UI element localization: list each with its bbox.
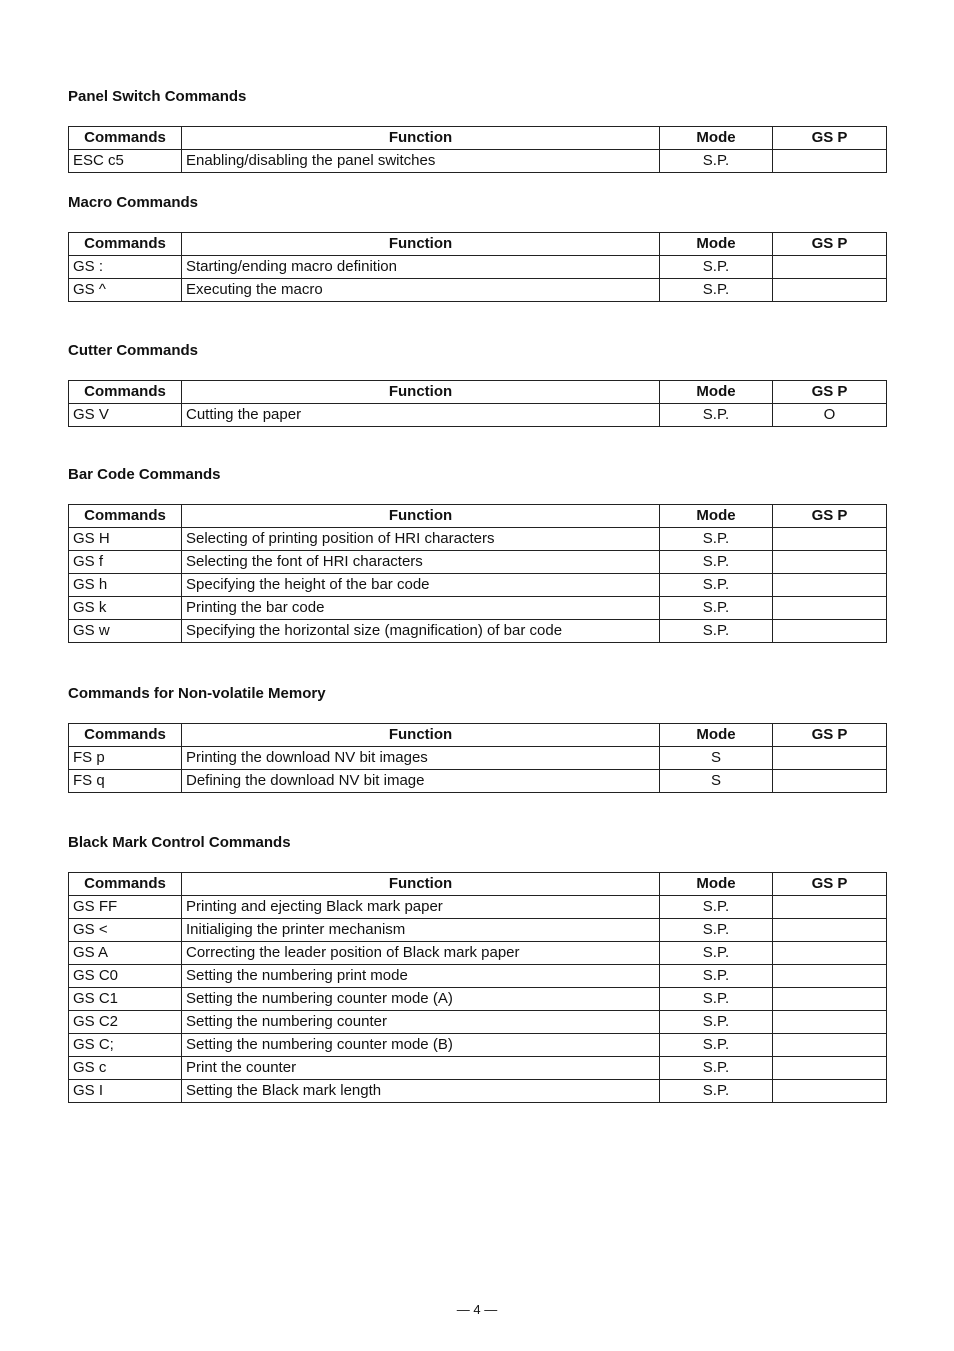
table-header-row xyxy=(69,505,887,528)
table-row xyxy=(69,1011,887,1034)
column-header-mode: Mode xyxy=(660,381,773,404)
column-header-function: Function xyxy=(182,127,660,150)
command-cell: GS f xyxy=(69,551,182,574)
section-title: Cutter Commands xyxy=(68,342,199,359)
command-section xyxy=(68,341,886,427)
gsp-cell xyxy=(773,256,887,279)
section-title: Panel Switch Commands xyxy=(68,88,247,105)
command-table xyxy=(68,872,887,1103)
table-row xyxy=(69,528,887,551)
gsp-cell xyxy=(773,279,887,302)
column-header-gsp: GS P xyxy=(773,381,887,404)
function-cell: Setting the numbering print mode xyxy=(182,965,660,988)
gsp-cell xyxy=(773,770,887,793)
mode-cell: S.P. xyxy=(660,1011,773,1034)
mode-cell: S.P. xyxy=(660,150,773,173)
column-header-function: Function xyxy=(182,724,660,747)
function-cell: Selecting of printing position of HRI characters xyxy=(182,528,660,551)
command-cell: GS ^ xyxy=(69,279,182,302)
table-row xyxy=(69,1057,887,1080)
command-section xyxy=(68,87,886,173)
table-row xyxy=(69,150,887,173)
command-cell: GS : xyxy=(69,256,182,279)
function-cell: Specifying the height of the bar code xyxy=(182,574,660,597)
column-header-mode: Mode xyxy=(660,127,773,150)
mode-cell: S.P. xyxy=(660,1034,773,1057)
function-cell: Setting the numbering counter mode (B) xyxy=(182,1034,660,1057)
column-header-mode: Mode xyxy=(660,873,773,896)
function-cell: Specifying the horizontal size (magnification) of bar code xyxy=(182,620,660,643)
column-header-mode: Mode xyxy=(660,505,773,528)
mode-cell: S.P. xyxy=(660,965,773,988)
function-cell: Starting/ending macro definition xyxy=(182,256,660,279)
command-cell: GS C1 xyxy=(69,988,182,1011)
gsp-cell xyxy=(773,919,887,942)
gsp-cell xyxy=(773,747,887,770)
gsp-cell xyxy=(773,597,887,620)
column-header-gsp: GS P xyxy=(773,724,887,747)
mode-cell: S xyxy=(660,747,773,770)
table-row xyxy=(69,597,887,620)
command-table xyxy=(68,126,887,173)
mode-cell: S.P. xyxy=(660,528,773,551)
command-cell: GS h xyxy=(69,574,182,597)
function-cell: Executing the macro xyxy=(182,279,660,302)
gsp-cell xyxy=(773,1057,887,1080)
command-cell: FS q xyxy=(69,770,182,793)
gsp-cell xyxy=(773,942,887,965)
gsp-cell xyxy=(773,574,887,597)
gsp-cell xyxy=(773,965,887,988)
command-cell: GS A xyxy=(69,942,182,965)
table-row xyxy=(69,574,887,597)
function-cell: Cutting the paper xyxy=(182,404,660,427)
gsp-cell xyxy=(773,1011,887,1034)
column-header-function: Function xyxy=(182,505,660,528)
gsp-cell xyxy=(773,1080,887,1103)
command-section xyxy=(68,684,886,793)
section-title: Macro Commands xyxy=(68,194,199,211)
table-header-row xyxy=(69,233,887,256)
command-table xyxy=(68,380,887,427)
column-header-gsp: GS P xyxy=(773,233,887,256)
function-cell: Correcting the leader position of Black mark paper xyxy=(182,942,660,965)
command-cell: ESC c5 xyxy=(69,150,182,173)
command-cell: GS C; xyxy=(69,1034,182,1057)
command-cell: GS c xyxy=(69,1057,182,1080)
table-row xyxy=(69,279,887,302)
command-cell: GS V xyxy=(69,404,182,427)
command-cell: GS k xyxy=(69,597,182,620)
gsp-cell xyxy=(773,551,887,574)
command-cell: GS I xyxy=(69,1080,182,1103)
mode-cell: S.P. xyxy=(660,620,773,643)
section-title: Commands for Non-volatile Memory xyxy=(68,685,326,702)
column-header-commands: Commands xyxy=(69,505,182,528)
function-cell: Enabling/disabling the panel switches xyxy=(182,150,660,173)
mode-cell: S.P. xyxy=(660,574,773,597)
function-cell: Printing the download NV bit images xyxy=(182,747,660,770)
mode-cell: S.P. xyxy=(660,896,773,919)
mode-cell: S.P. xyxy=(660,942,773,965)
mode-cell: S.P. xyxy=(660,988,773,1011)
command-section xyxy=(68,465,886,643)
column-header-commands: Commands xyxy=(69,233,182,256)
table-row xyxy=(69,620,887,643)
command-section xyxy=(68,833,886,1103)
function-cell: Setting the numbering counter mode (A) xyxy=(182,988,660,1011)
command-table xyxy=(68,723,887,793)
command-section xyxy=(68,193,886,302)
section-title: Bar Code Commands xyxy=(68,466,221,483)
mode-cell: S.P. xyxy=(660,1057,773,1080)
mode-cell: S.P. xyxy=(660,551,773,574)
column-header-gsp: GS P xyxy=(773,127,887,150)
table-row xyxy=(69,1080,887,1103)
function-cell: Print the counter xyxy=(182,1057,660,1080)
command-table xyxy=(68,232,887,302)
column-header-function: Function xyxy=(182,873,660,896)
column-header-function: Function xyxy=(182,233,660,256)
command-cell: GS C2 xyxy=(69,1011,182,1034)
command-cell: GS C0 xyxy=(69,965,182,988)
table-row xyxy=(69,404,887,427)
gsp-cell: O xyxy=(773,404,887,427)
function-cell: Initialiging the printer mechanism xyxy=(182,919,660,942)
function-cell: Defining the download NV bit image xyxy=(182,770,660,793)
table-row xyxy=(69,256,887,279)
table-row xyxy=(69,942,887,965)
table-row xyxy=(69,747,887,770)
mode-cell: S xyxy=(660,770,773,793)
table-row xyxy=(69,988,887,1011)
column-header-function: Function xyxy=(182,381,660,404)
table-row xyxy=(69,896,887,919)
table-row xyxy=(69,919,887,942)
column-header-commands: Commands xyxy=(69,873,182,896)
gsp-cell xyxy=(773,1034,887,1057)
command-cell: FS p xyxy=(69,747,182,770)
column-header-commands: Commands xyxy=(69,724,182,747)
function-cell: Setting the numbering counter xyxy=(182,1011,660,1034)
function-cell: Printing and ejecting Black mark paper xyxy=(182,896,660,919)
mode-cell: S.P. xyxy=(660,256,773,279)
column-header-commands: Commands xyxy=(69,381,182,404)
column-header-commands: Commands xyxy=(69,127,182,150)
gsp-cell xyxy=(773,896,887,919)
gsp-cell xyxy=(773,150,887,173)
column-header-gsp: GS P xyxy=(773,873,887,896)
section-title: Black Mark Control Commands xyxy=(68,834,291,851)
command-table xyxy=(68,504,887,643)
function-cell: Printing the bar code xyxy=(182,597,660,620)
table-row xyxy=(69,965,887,988)
command-cell: GS H xyxy=(69,528,182,551)
mode-cell: S.P. xyxy=(660,919,773,942)
command-cell: GS w xyxy=(69,620,182,643)
gsp-cell xyxy=(773,988,887,1011)
mode-cell: S.P. xyxy=(660,1080,773,1103)
gsp-cell xyxy=(773,528,887,551)
mode-cell: S.P. xyxy=(660,597,773,620)
gsp-cell xyxy=(773,620,887,643)
function-cell: Setting the Black mark length xyxy=(182,1080,660,1103)
table-header-row xyxy=(69,127,887,150)
table-row xyxy=(69,770,887,793)
function-cell: Selecting the font of HRI characters xyxy=(182,551,660,574)
table-header-row xyxy=(69,724,887,747)
command-cell: GS FF xyxy=(69,896,182,919)
command-cell: GS < xyxy=(69,919,182,942)
mode-cell: S.P. xyxy=(660,279,773,302)
table-header-row xyxy=(69,381,887,404)
column-header-mode: Mode xyxy=(660,233,773,256)
table-row xyxy=(69,551,887,574)
table-row xyxy=(69,1034,887,1057)
column-header-gsp: GS P xyxy=(773,505,887,528)
column-header-mode: Mode xyxy=(660,724,773,747)
mode-cell: S.P. xyxy=(660,404,773,427)
table-header-row xyxy=(69,873,887,896)
page-number: — 4 — xyxy=(456,1302,498,1317)
